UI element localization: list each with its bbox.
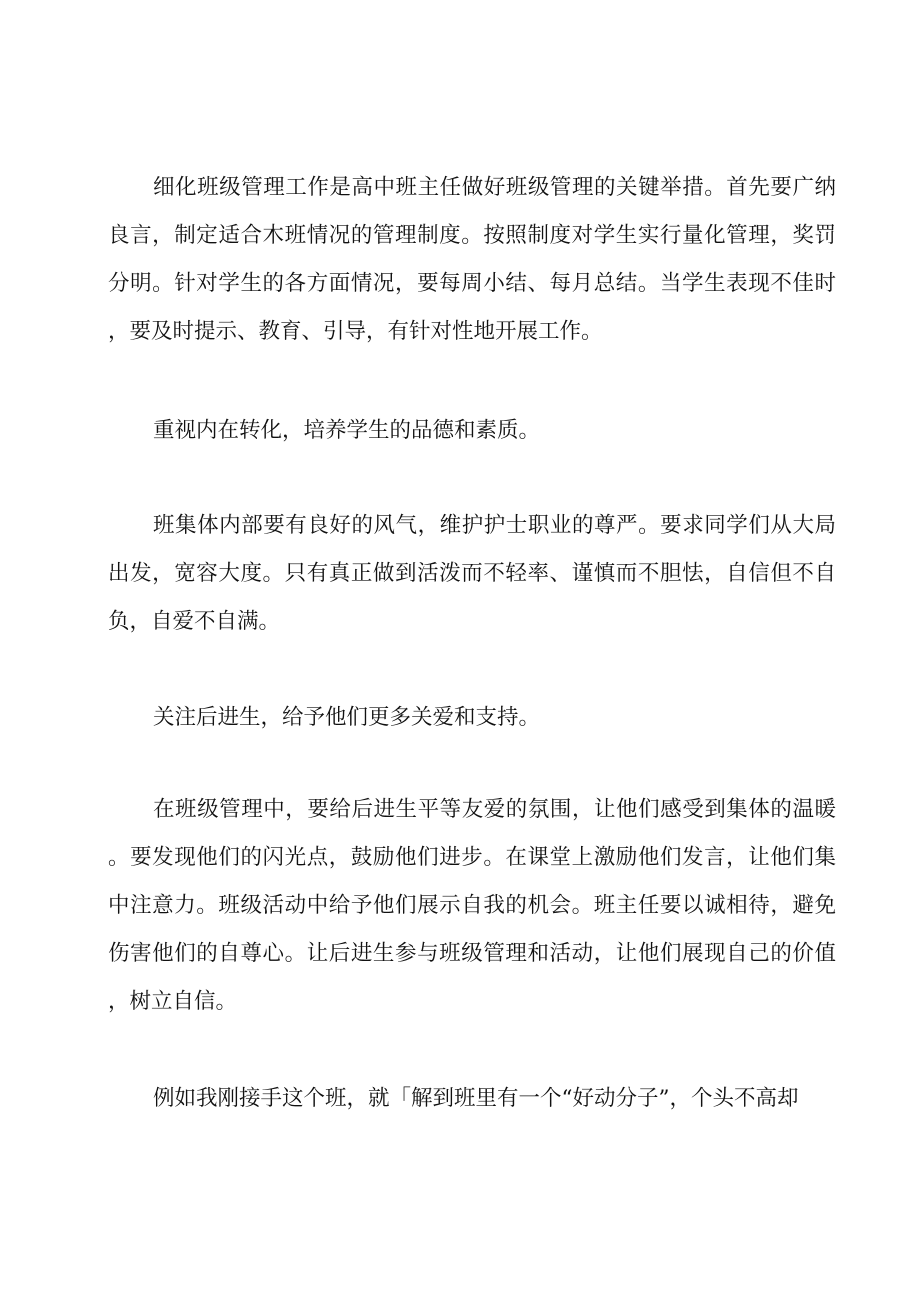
paragraph-class-management: 细化班级管理工作是高中班主任做好班级管理的关键举措。首先要广纳良言，制定适合木班情况的管理制度。按照制度对学生实行量化管理，奖罚分明。针对学生的各方面情况，要每周小结、每月总结。当学生表现不佳时，要及时提示、教育、引导，有针对性地开展工作。 <box>108 175 836 344</box>
paragraph-underachievers-heading: 关注后进生，给予他们更多关爱和支持。 <box>153 705 541 730</box>
paragraph-inner-transformation: 重视内在转化，培养学生的品德和素质。 <box>153 418 541 443</box>
paragraph-example: 例如我刚接手这个班，就「解到班里有一个“好动分子”，个头不高却 <box>153 1086 799 1111</box>
paragraph-underachievers-care: 在班级管理中，要给后进生平等友爱的氛围，让他们感受到集体的温暖。要发现他们的闪光点，鼓励他们进步。在课堂上激励他们发言，让他们集中注意力。班级活动中给予他们展示自我的机会。班主任要以诚相待，避免伤害他们的自尊心。让后进生参与班级管理和活动，让他们展现自己的价值，树立自信。 <box>108 797 836 1014</box>
paragraph-class-atmosphere: 班集体内部要有良好的风气，维护护士职业的尊严。要求同学们从大局出发，宽容大度。只有真正做到活泼而不轻率、谨慎而不胆怯，自信但不自负，自爱不自满。 <box>108 513 836 634</box>
